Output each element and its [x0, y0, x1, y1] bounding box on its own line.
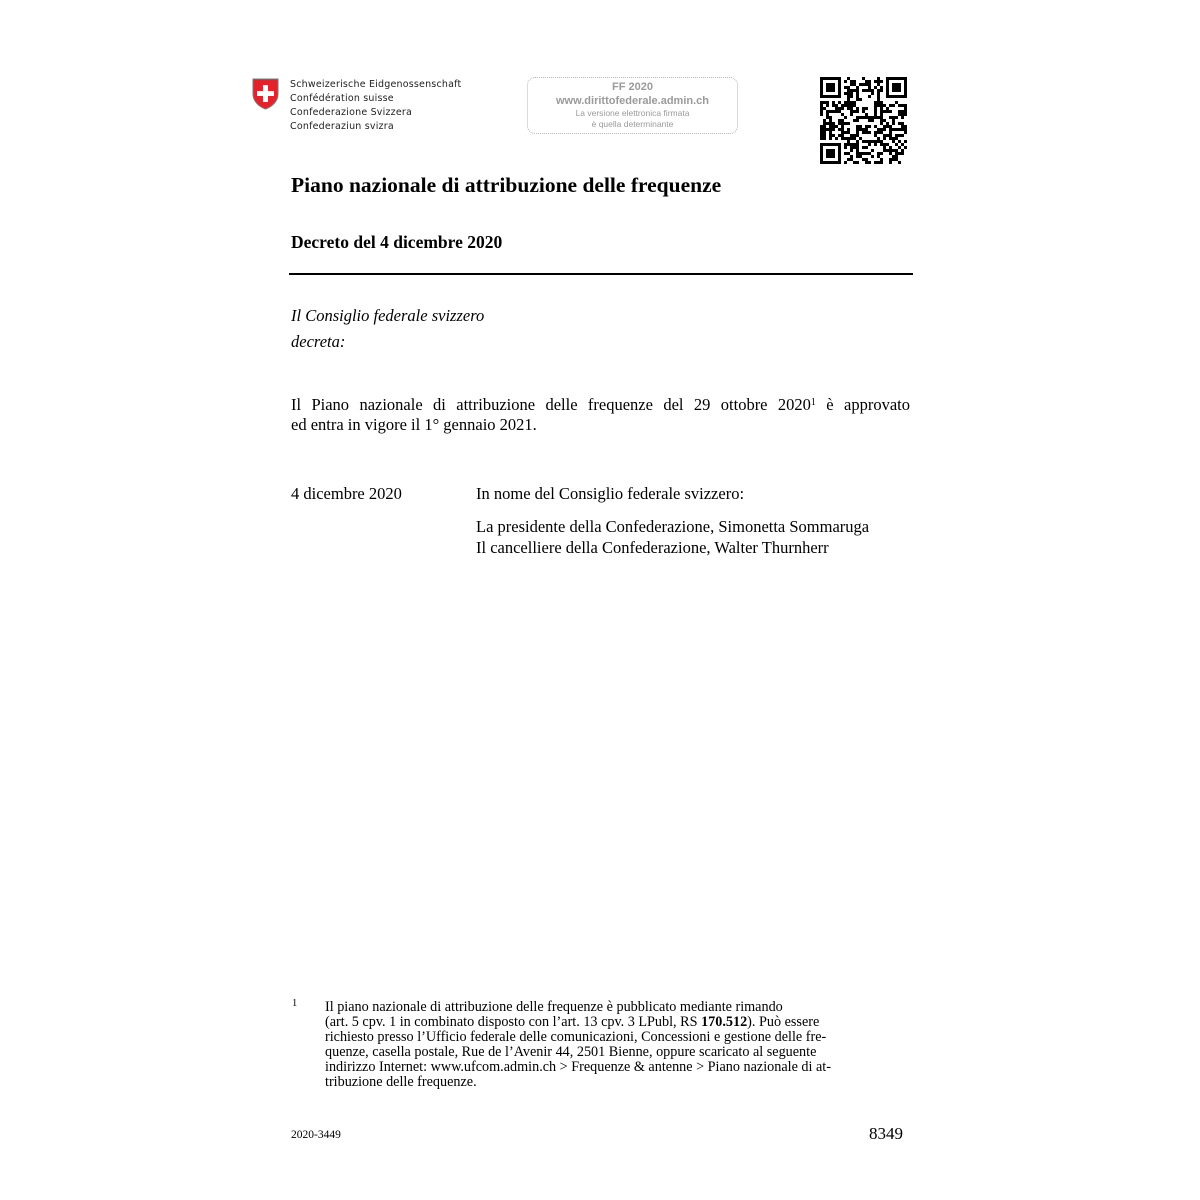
preamble-decrees: decreta: — [291, 332, 346, 351]
footnote-line — [325, 1015, 905, 1030]
footnote-line: richiesto presso l’Ufficio federale delle comunicazioni, Concessioni e gestione delle fre- — [325, 1028, 827, 1045]
preamble — [291, 303, 484, 355]
decree-body-part2: è approvato — [815, 395, 910, 414]
footnote-line2-post: ). Può essere — [747, 1013, 820, 1030]
signatory-president: La presidente della Confederazione, Simonetta Sommaruga — [476, 517, 870, 536]
confederation-name-it: Confederazione Svizzera — [290, 107, 413, 118]
decree-body — [291, 395, 910, 435]
stamp-note-line1: La versione elettronica firmata — [575, 108, 690, 118]
confederation-names — [290, 78, 461, 134]
footnote-rs-number: 170.512 — [701, 1013, 748, 1030]
footnote-line2-pre: (art. 5 cpv. 1 in combinato disposto con l’art. 13 cpv. 3 LPubl, RS — [325, 1013, 702, 1030]
stamp-ff-label: FF 2020 — [612, 81, 653, 93]
signoff: In nome del Consiglio federale svizzero: — [476, 484, 745, 503]
confederation-name-de: Schweizerische Eidgenossenschaft — [290, 79, 462, 90]
confederation-name-fr: Confédération suisse — [290, 93, 394, 104]
decree-body-line2: ed entra in vigore il 1° gennaio 2021. — [291, 415, 537, 434]
decree-subtitle: Decreto del 4 dicembre 2020 — [291, 232, 503, 252]
signatory-chancellor: Il cancelliere della Confederazione, Walter Thurnherr — [476, 538, 829, 557]
page-title: Piano nazionale di attribuzione delle frequenze — [291, 173, 722, 197]
decree-date: 4 dicembre 2020 — [291, 484, 402, 503]
preamble-authority: Il Consiglio federale svizzero — [291, 306, 485, 325]
qr-code-icon — [820, 77, 907, 164]
confederation-name-rm: Confederaziun svizra — [290, 121, 394, 132]
footnote-text — [325, 1000, 905, 1089]
decree-body-part1: Il Piano nazionale di attribuzione delle frequenze del 29 ottobre 2020 — [291, 395, 811, 414]
stamp-note-line2: è quella determinante — [591, 119, 674, 129]
footnote-number: 1 — [292, 998, 298, 1009]
footnote-ref[interactable]: 1 — [810, 397, 816, 408]
footnote-line: indirizzo Internet: www.ufcom.admin.ch > Frequenze & antenne > Piano nazionale di at- — [325, 1058, 831, 1075]
electronic-version-stamp — [527, 77, 738, 134]
decree-body-line1 — [291, 395, 910, 415]
title-divider — [289, 273, 913, 275]
footnote-line: Il piano nazionale di attribuzione delle frequenze è pubblicato mediante rimando — [325, 999, 783, 1015]
signatories — [476, 516, 869, 558]
stamp-url[interactable]: www.dirittofederale.admin.ch — [555, 95, 709, 107]
footnote-line: tribuzione delle frequenze. — [325, 1073, 477, 1090]
swiss-crest-icon — [252, 78, 279, 110]
document-id: 2020-3449 — [291, 1129, 341, 1141]
footnote-line: quenze, casella postale, Rue de l’Avenir 44, 2501 Bienne, oppure scaricato al seguente — [325, 1043, 817, 1060]
page-number: 8349 — [869, 1124, 903, 1143]
